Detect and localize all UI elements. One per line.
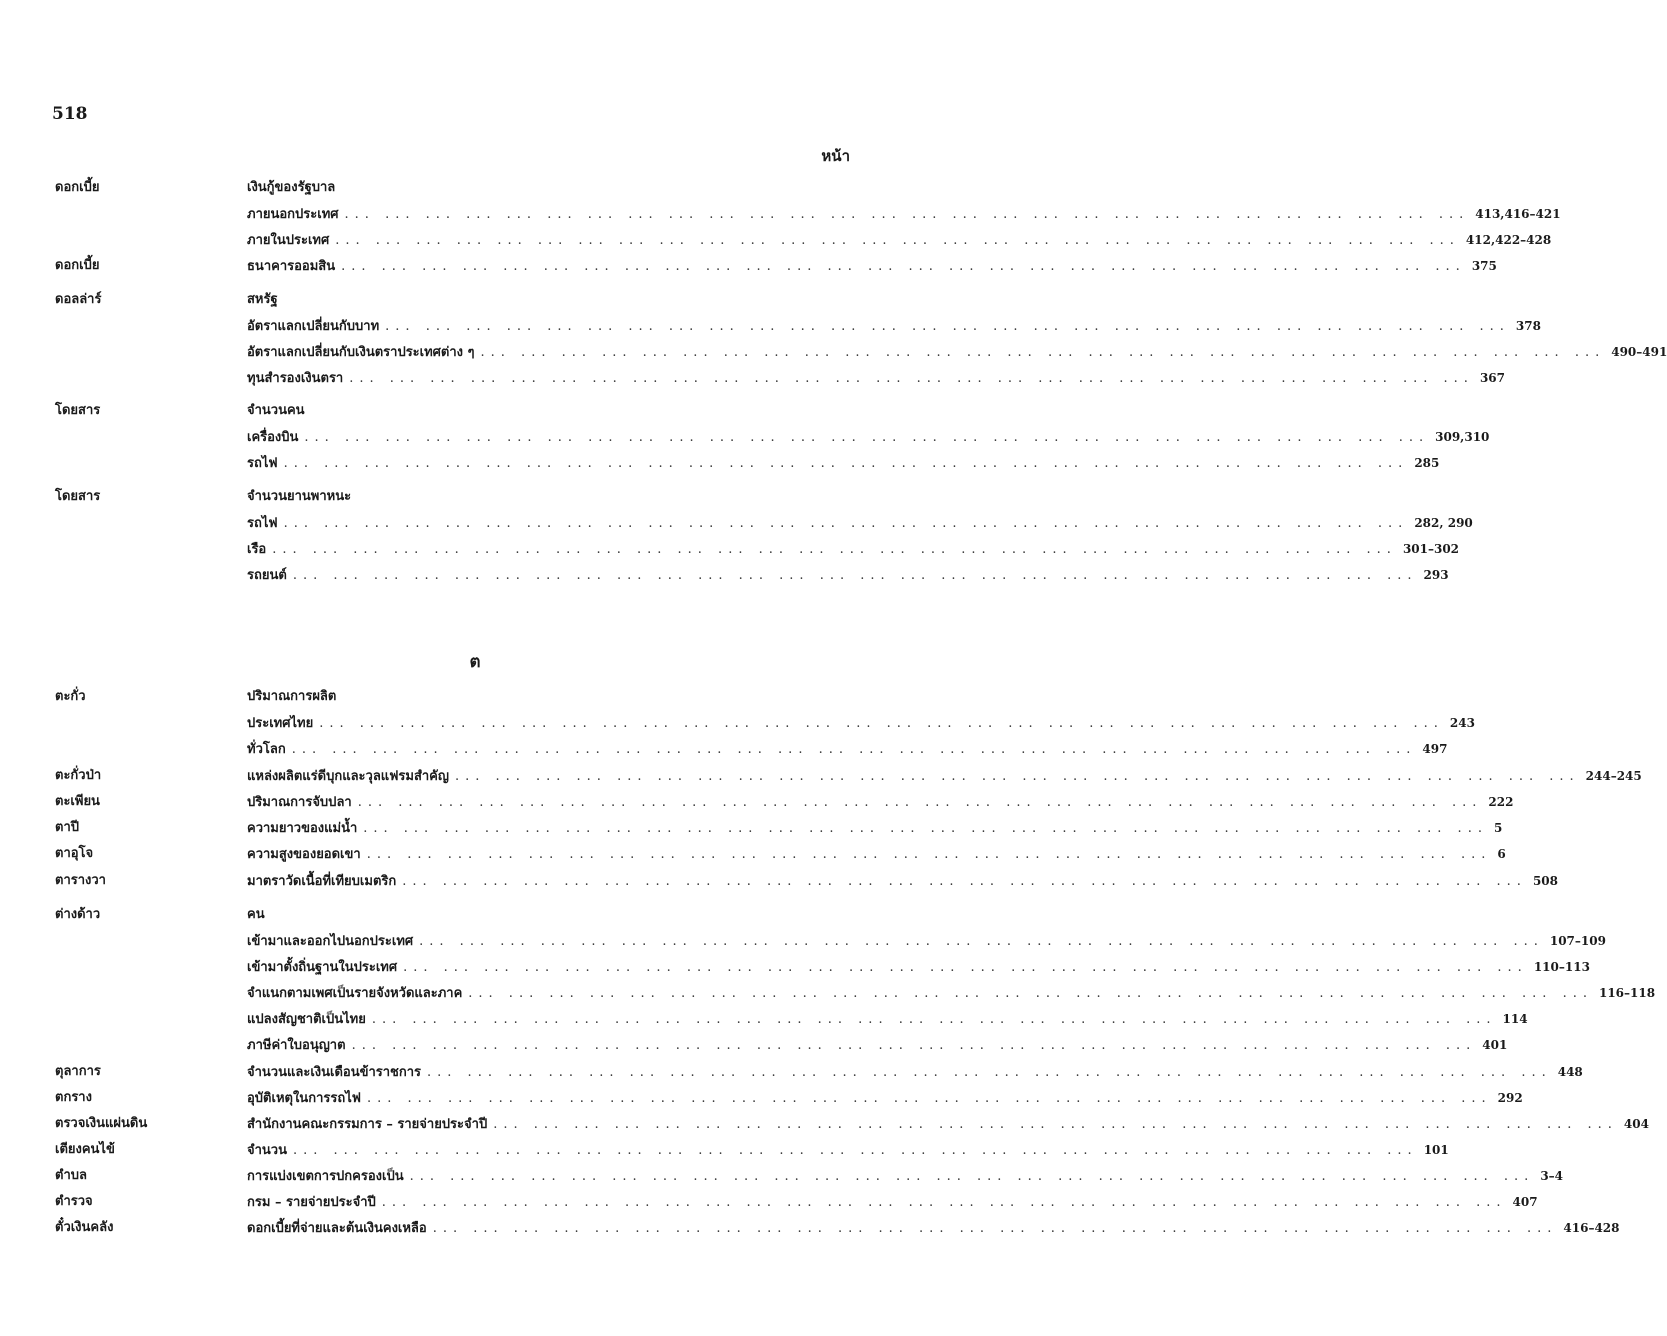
index-subentry bbox=[247, 928, 1606, 955]
index-term: ตารางวา bbox=[55, 873, 106, 888]
index-row bbox=[0, 1215, 1620, 1241]
page-reference: 244–245 bbox=[1585, 769, 1642, 783]
dot-leader: ... ... ... ... ... ... ... ... ... ... ... ... ... ... ... ... ... ... ... ... ... ... ... ... ... ... ... ... bbox=[427, 1065, 1552, 1080]
index-row bbox=[0, 789, 1514, 815]
index-subheading bbox=[247, 484, 351, 510]
dot-leader: ... ... ... ... ... ... ... ... ... ... ... ... ... ... ... ... ... ... ... ... ... ... ... ... ... ... ... ... bbox=[351, 1038, 1477, 1053]
index-row bbox=[0, 1085, 1523, 1111]
index-row bbox=[0, 1111, 1649, 1137]
index-subentry bbox=[247, 562, 1449, 589]
index-row bbox=[0, 536, 1460, 562]
index-row bbox=[0, 339, 1667, 365]
subentry-text: ความยาวของแม่น้ำ bbox=[247, 821, 358, 836]
index-subentry bbox=[247, 736, 1448, 763]
index-subentry bbox=[247, 424, 1490, 451]
page-reference: 407 bbox=[1512, 1195, 1538, 1209]
index-row bbox=[0, 1032, 1508, 1058]
index-row bbox=[0, 1006, 1528, 1032]
dot-leader: ... ... ... ... ... ... ... ... ... ... ... ... ... ... ... ... ... ... ... ... ... ... ... ... ... ... ... ... bbox=[293, 1143, 1418, 1158]
subentry-text: รถไฟ bbox=[247, 456, 278, 471]
index-term: ตำรวจ bbox=[55, 1194, 93, 1209]
page-reference: 497 bbox=[1422, 742, 1448, 756]
page-reference: 301–302 bbox=[1402, 542, 1460, 556]
index-term: ดอลล่าร์ bbox=[55, 292, 102, 307]
dot-leader: ... ... ... ... ... ... ... ... ... ... ... ... ... ... ... ... ... ... ... ... ... ... ... ... ... ... ... ... bbox=[419, 934, 1544, 949]
subentry-text: ทั่วโลก bbox=[247, 742, 286, 757]
subentry-text: ความสูงของยอดเขา bbox=[247, 847, 361, 862]
index-row bbox=[0, 562, 1449, 588]
dot-leader: ... ... ... ... ... ... ... ... ... ... ... ... ... ... ... ... ... ... ... ... ... ... ... ... ... ... ... ... bbox=[319, 716, 1444, 731]
index-subentry bbox=[247, 954, 1590, 981]
subentry-text: เข้ามาและออกไปนอกประเทศ bbox=[247, 934, 414, 949]
subentry-text: ปริมาณการจับปลา bbox=[247, 795, 352, 810]
subentry-text: อัตราแลกเปลี่ยนกับเงินตราประเทศต่าง ๆ bbox=[247, 345, 475, 360]
subentry-text: จำนวนยานพาหนะ bbox=[247, 489, 352, 504]
index-subentry bbox=[247, 1006, 1528, 1033]
index-term: ตุลาการ bbox=[55, 1064, 101, 1079]
index-subentry bbox=[247, 313, 1541, 340]
index-term: ต่างด้าว bbox=[55, 907, 101, 922]
page-reference: 404 bbox=[1623, 1117, 1649, 1131]
index-term: ตกราง bbox=[55, 1090, 92, 1105]
index-subentry bbox=[247, 339, 1667, 366]
dot-leader: ... ... ... ... ... ... ... ... ... ... ... ... ... ... ... ... ... ... ... ... ... ... ... ... ... ... ... ... bbox=[381, 1195, 1507, 1210]
subentry-text: จำแนกตามเพศเป็นรายจังหวัดและภาค bbox=[247, 986, 463, 1001]
index-row bbox=[0, 928, 1606, 954]
index-subentry bbox=[247, 868, 1558, 895]
index-row bbox=[0, 736, 1448, 762]
index-subentry bbox=[247, 763, 1642, 790]
index-row bbox=[0, 484, 950, 510]
index-subheading bbox=[247, 684, 336, 710]
subentry-text: เงินกู้ของรัฐบาล bbox=[247, 180, 336, 195]
index-subentry bbox=[247, 1163, 1564, 1190]
subentry-text: แหล่งผลิตแร่ดีบุกและวุลแฟรมสำคัญ bbox=[247, 769, 449, 784]
index-subentry bbox=[247, 1189, 1538, 1216]
index-term: ตาปี bbox=[55, 820, 79, 835]
subentry-text: เครื่องบิน bbox=[247, 430, 299, 445]
page-number: 518 bbox=[52, 104, 88, 124]
subentry-text: ดอกเบี้ยที่จ่ายและต้นเงินคงเหลือ bbox=[247, 1221, 427, 1236]
index-subentry bbox=[247, 841, 1506, 868]
index-subentry bbox=[247, 536, 1460, 563]
index-subentry bbox=[247, 815, 1503, 842]
subentry-text: อุบัติเหตุในการรถไฟ bbox=[247, 1091, 361, 1106]
index-subentry bbox=[247, 201, 1561, 228]
page-reference: 448 bbox=[1557, 1065, 1583, 1079]
index-subentry bbox=[247, 1032, 1508, 1059]
page-reference: 416–428 bbox=[1563, 1221, 1620, 1235]
section-letter: ต bbox=[469, 652, 481, 672]
index-term: เตียงคนไข้ bbox=[55, 1142, 115, 1157]
index-row bbox=[0, 684, 950, 710]
index-term: โดยสาร bbox=[55, 403, 101, 418]
index-row bbox=[0, 980, 1656, 1006]
index-row bbox=[0, 1137, 1449, 1163]
dot-leader: ... ... ... ... ... ... ... ... ... ... ... ... ... ... ... ... ... ... ... ... ... ... ... ... ... ... ... ... bbox=[480, 345, 1606, 360]
index-row bbox=[0, 253, 1497, 279]
index-row bbox=[0, 424, 1490, 450]
subentry-text: คน bbox=[247, 907, 265, 922]
dot-leader: ... ... ... ... ... ... ... ... ... ... ... ... ... ... ... ... ... ... ... ... ... ... ... ... ... ... ... ... bbox=[432, 1221, 1558, 1236]
page-reference: 378 bbox=[1515, 319, 1541, 333]
index-row bbox=[0, 954, 1590, 980]
index-subheading bbox=[247, 287, 278, 313]
subentry-text: จำนวนและเงินเดือนข้าราชการ bbox=[247, 1065, 422, 1080]
page-reference: 282, 290 bbox=[1414, 516, 1473, 530]
page-reference: 116–118 bbox=[1598, 986, 1656, 1000]
page-reference: 5 bbox=[1493, 821, 1503, 835]
dot-leader: ... ... ... ... ... ... ... ... ... ... ... ... ... ... ... ... ... ... ... ... ... ... ... ... ... ... ... ... bbox=[366, 1091, 1492, 1106]
page-reference: 222 bbox=[1488, 795, 1514, 809]
dot-leader: ... ... ... ... ... ... ... ... ... ... ... ... ... ... ... ... ... ... ... ... ... ... ... ... ... ... ... ... bbox=[402, 874, 1527, 889]
subentry-text: เข้ามาตั้งถิ่นฐานในประเทศ bbox=[247, 960, 398, 975]
subentry-text: รถยนต์ bbox=[247, 568, 287, 583]
page-reference: 292 bbox=[1497, 1091, 1523, 1105]
dot-leader: ... ... ... ... ... ... ... ... ... ... ... ... ... ... ... ... ... ... ... ... ... ... ... ... ... ... ... ... bbox=[454, 769, 1580, 784]
dot-leader: ... ... ... ... ... ... ... ... ... ... ... ... ... ... ... ... ... ... ... ... ... ... ... ... ... ... ... ... bbox=[344, 207, 1470, 222]
subentry-text: ทุนสำรองเงินตรา bbox=[247, 371, 344, 386]
dot-leader: ... ... ... ... ... ... ... ... ... ... ... ... ... ... ... ... ... ... ... ... ... ... ... ... ... ... ... ... bbox=[403, 960, 1528, 975]
dot-leader: ... ... ... ... ... ... ... ... ... ... ... ... ... ... ... ... ... ... ... ... ... ... ... ... ... ... ... ... bbox=[283, 456, 1409, 471]
page-reference: 490–491 bbox=[1611, 345, 1667, 359]
dot-leader: ... ... ... ... ... ... ... ... ... ... ... ... ... ... ... ... ... ... ... ... ... ... ... ... ... ... ... ... bbox=[291, 742, 1417, 757]
subentry-text: แปลงสัญชาติเป็นไทย bbox=[247, 1012, 366, 1027]
index-subheading bbox=[247, 175, 335, 201]
subentry-text: การแบ่งเขตการปกครองเป็น bbox=[247, 1169, 404, 1184]
page-reference: 3–4 bbox=[1540, 1169, 1564, 1183]
index-row bbox=[0, 815, 1503, 841]
index-row bbox=[0, 287, 950, 313]
page-reference: 401 bbox=[1482, 1038, 1508, 1052]
page-reference: 309,310 bbox=[1435, 430, 1490, 444]
index-subentry bbox=[247, 253, 1497, 280]
index-subentry bbox=[247, 1059, 1583, 1086]
page-reference: 114 bbox=[1502, 1012, 1528, 1026]
dot-leader: ... ... ... ... ... ... ... ... ... ... ... ... ... ... ... ... ... ... ... ... ... ... ... ... ... ... ... ... bbox=[468, 986, 1593, 1001]
index-term: ตะเพียน bbox=[55, 794, 100, 809]
index-row bbox=[0, 902, 950, 928]
subentry-text: เรือ bbox=[247, 542, 267, 557]
index-term: ตะกั่วป่า bbox=[55, 768, 102, 783]
dot-leader: ... ... ... ... ... ... ... ... ... ... ... ... ... ... ... ... ... ... ... ... ... ... ... ... ... ... ... ... bbox=[357, 795, 1483, 810]
dot-leader: ... ... ... ... ... ... ... ... ... ... ... ... ... ... ... ... ... ... ... ... ... ... ... ... ... ... ... ... bbox=[385, 319, 1510, 334]
dot-leader: ... ... ... ... ... ... ... ... ... ... ... ... ... ... ... ... ... ... ... ... ... ... ... ... ... ... ... ... bbox=[363, 821, 1488, 836]
subentry-text: จำนวน bbox=[247, 1143, 287, 1158]
page-reference: 375 bbox=[1471, 259, 1497, 273]
index-term: ตรวจเงินแผ่นดิน bbox=[55, 1116, 148, 1131]
dot-leader: ... ... ... ... ... ... ... ... ... ... ... ... ... ... ... ... ... ... ... ... ... ... ... ... ... ... ... ... bbox=[493, 1117, 1618, 1132]
index-subentry bbox=[247, 1111, 1649, 1138]
index-row bbox=[0, 175, 950, 201]
index-subheading bbox=[247, 902, 265, 928]
page-column-header: หน้า bbox=[821, 147, 850, 165]
dot-leader: ... ... ... ... ... ... ... ... ... ... ... ... ... ... ... ... ... ... ... ... ... ... ... ... ... ... ... ... bbox=[272, 542, 1397, 557]
index-row bbox=[0, 365, 1505, 391]
index-subentry bbox=[247, 710, 1475, 737]
page-reference: 367 bbox=[1479, 371, 1505, 385]
page-reference: 508 bbox=[1532, 874, 1558, 888]
page-reference: 101 bbox=[1423, 1143, 1449, 1157]
dot-leader: ... ... ... ... ... ... ... ... ... ... ... ... ... ... ... ... ... ... ... ... ... ... ... ... ... ... ... ... bbox=[409, 1169, 1535, 1184]
page-reference: 110–113 bbox=[1533, 960, 1590, 974]
index-subentry bbox=[247, 1215, 1620, 1242]
index-subentry bbox=[247, 510, 1473, 537]
page-reference: 413,416–421 bbox=[1475, 207, 1561, 221]
subentry-text: อัตราแลกเปลี่ยนกับบาท bbox=[247, 319, 380, 334]
index-row bbox=[0, 763, 1642, 789]
index-subheading bbox=[247, 398, 305, 424]
dot-leader: ... ... ... ... ... ... ... ... ... ... ... ... ... ... ... ... ... ... ... ... ... ... ... ... ... ... ... ... bbox=[366, 847, 1492, 862]
index-row bbox=[0, 510, 1473, 536]
dot-leader: ... ... ... ... ... ... ... ... ... ... ... ... ... ... ... ... ... ... ... ... ... ... ... ... ... ... ... ... bbox=[304, 430, 1430, 445]
index-row bbox=[0, 450, 1440, 476]
subentry-text: ภายในประเทศ bbox=[247, 233, 330, 248]
index-subentry bbox=[247, 1085, 1523, 1112]
index-row bbox=[0, 868, 1558, 894]
subentry-text: ภาษีค่าใบอนุญาต bbox=[247, 1038, 346, 1053]
index-term: โดยสาร bbox=[55, 489, 101, 504]
index-row bbox=[0, 710, 1475, 736]
index-term: ตาอุโจ bbox=[55, 846, 94, 861]
subentry-text: กรม – รายจ่ายประจำปี bbox=[247, 1195, 376, 1210]
index-row bbox=[0, 313, 1541, 339]
page-reference: 412,422–428 bbox=[1465, 233, 1552, 247]
index-row bbox=[0, 398, 950, 424]
dot-leader: ... ... ... ... ... ... ... ... ... ... ... ... ... ... ... ... ... ... ... ... ... ... ... ... ... ... ... ... bbox=[341, 259, 1466, 274]
subentry-text: ธนาคารออมสิน bbox=[247, 259, 336, 274]
index-term: ดอกเบี้ย bbox=[55, 180, 100, 195]
index-term: ตั๋วเงินคลัง bbox=[55, 1220, 114, 1235]
subentry-text: สหรัฐ bbox=[247, 292, 278, 307]
page-reference: 107–109 bbox=[1549, 934, 1606, 948]
index-subentry bbox=[247, 227, 1552, 254]
index-term: ตำบล bbox=[55, 1168, 87, 1183]
index-row bbox=[0, 1059, 1583, 1085]
subentry-text: ภายนอกประเทศ bbox=[247, 207, 339, 222]
dot-leader: ... ... ... ... ... ... ... ... ... ... ... ... ... ... ... ... ... ... ... ... ... ... ... ... ... ... ... ... bbox=[292, 568, 1418, 583]
index-subentry bbox=[247, 980, 1656, 1007]
subentry-text: ประเทศไทย bbox=[247, 716, 314, 731]
page-reference: 243 bbox=[1449, 716, 1475, 730]
subentry-text: จำนวนคน bbox=[247, 403, 305, 418]
index-row bbox=[0, 1163, 1564, 1189]
index-subentry bbox=[247, 450, 1440, 477]
dot-leader: ... ... ... ... ... ... ... ... ... ... ... ... ... ... ... ... ... ... ... ... ... ... ... ... ... ... ... ... bbox=[335, 233, 1460, 248]
index-subentry bbox=[247, 365, 1505, 392]
page-reference: 285 bbox=[1414, 456, 1440, 470]
subentry-text: มาตราวัดเนื้อที่เทียบเมตริก bbox=[247, 874, 397, 889]
subentry-text: รถไฟ bbox=[247, 516, 278, 531]
index-row bbox=[0, 201, 1561, 227]
index-row bbox=[0, 841, 1506, 867]
dot-leader: ... ... ... ... ... ... ... ... ... ... ... ... ... ... ... ... ... ... ... ... ... ... ... ... ... ... ... ... bbox=[283, 516, 1409, 531]
subentry-text: สำนักงานคณะกรรมการ – รายจ่ายประจำปี bbox=[247, 1117, 488, 1132]
page-reference: 293 bbox=[1423, 568, 1449, 582]
dot-leader: ... ... ... ... ... ... ... ... ... ... ... ... ... ... ... ... ... ... ... ... ... ... ... ... ... ... ... ... bbox=[371, 1012, 1497, 1027]
subentry-text: ปริมาณการผลิต bbox=[247, 689, 337, 704]
index-row bbox=[0, 1189, 1538, 1215]
page-reference: 6 bbox=[1497, 847, 1506, 861]
index-term: ดอกเบี้ย bbox=[55, 258, 100, 273]
index-subentry bbox=[247, 1137, 1449, 1164]
index-row bbox=[0, 227, 1552, 253]
index-term: ตะกั่ว bbox=[55, 689, 86, 704]
index-subentry bbox=[247, 789, 1514, 816]
dot-leader: ... ... ... ... ... ... ... ... ... ... ... ... ... ... ... ... ... ... ... ... ... ... ... ... ... ... ... ... bbox=[349, 371, 1474, 386]
